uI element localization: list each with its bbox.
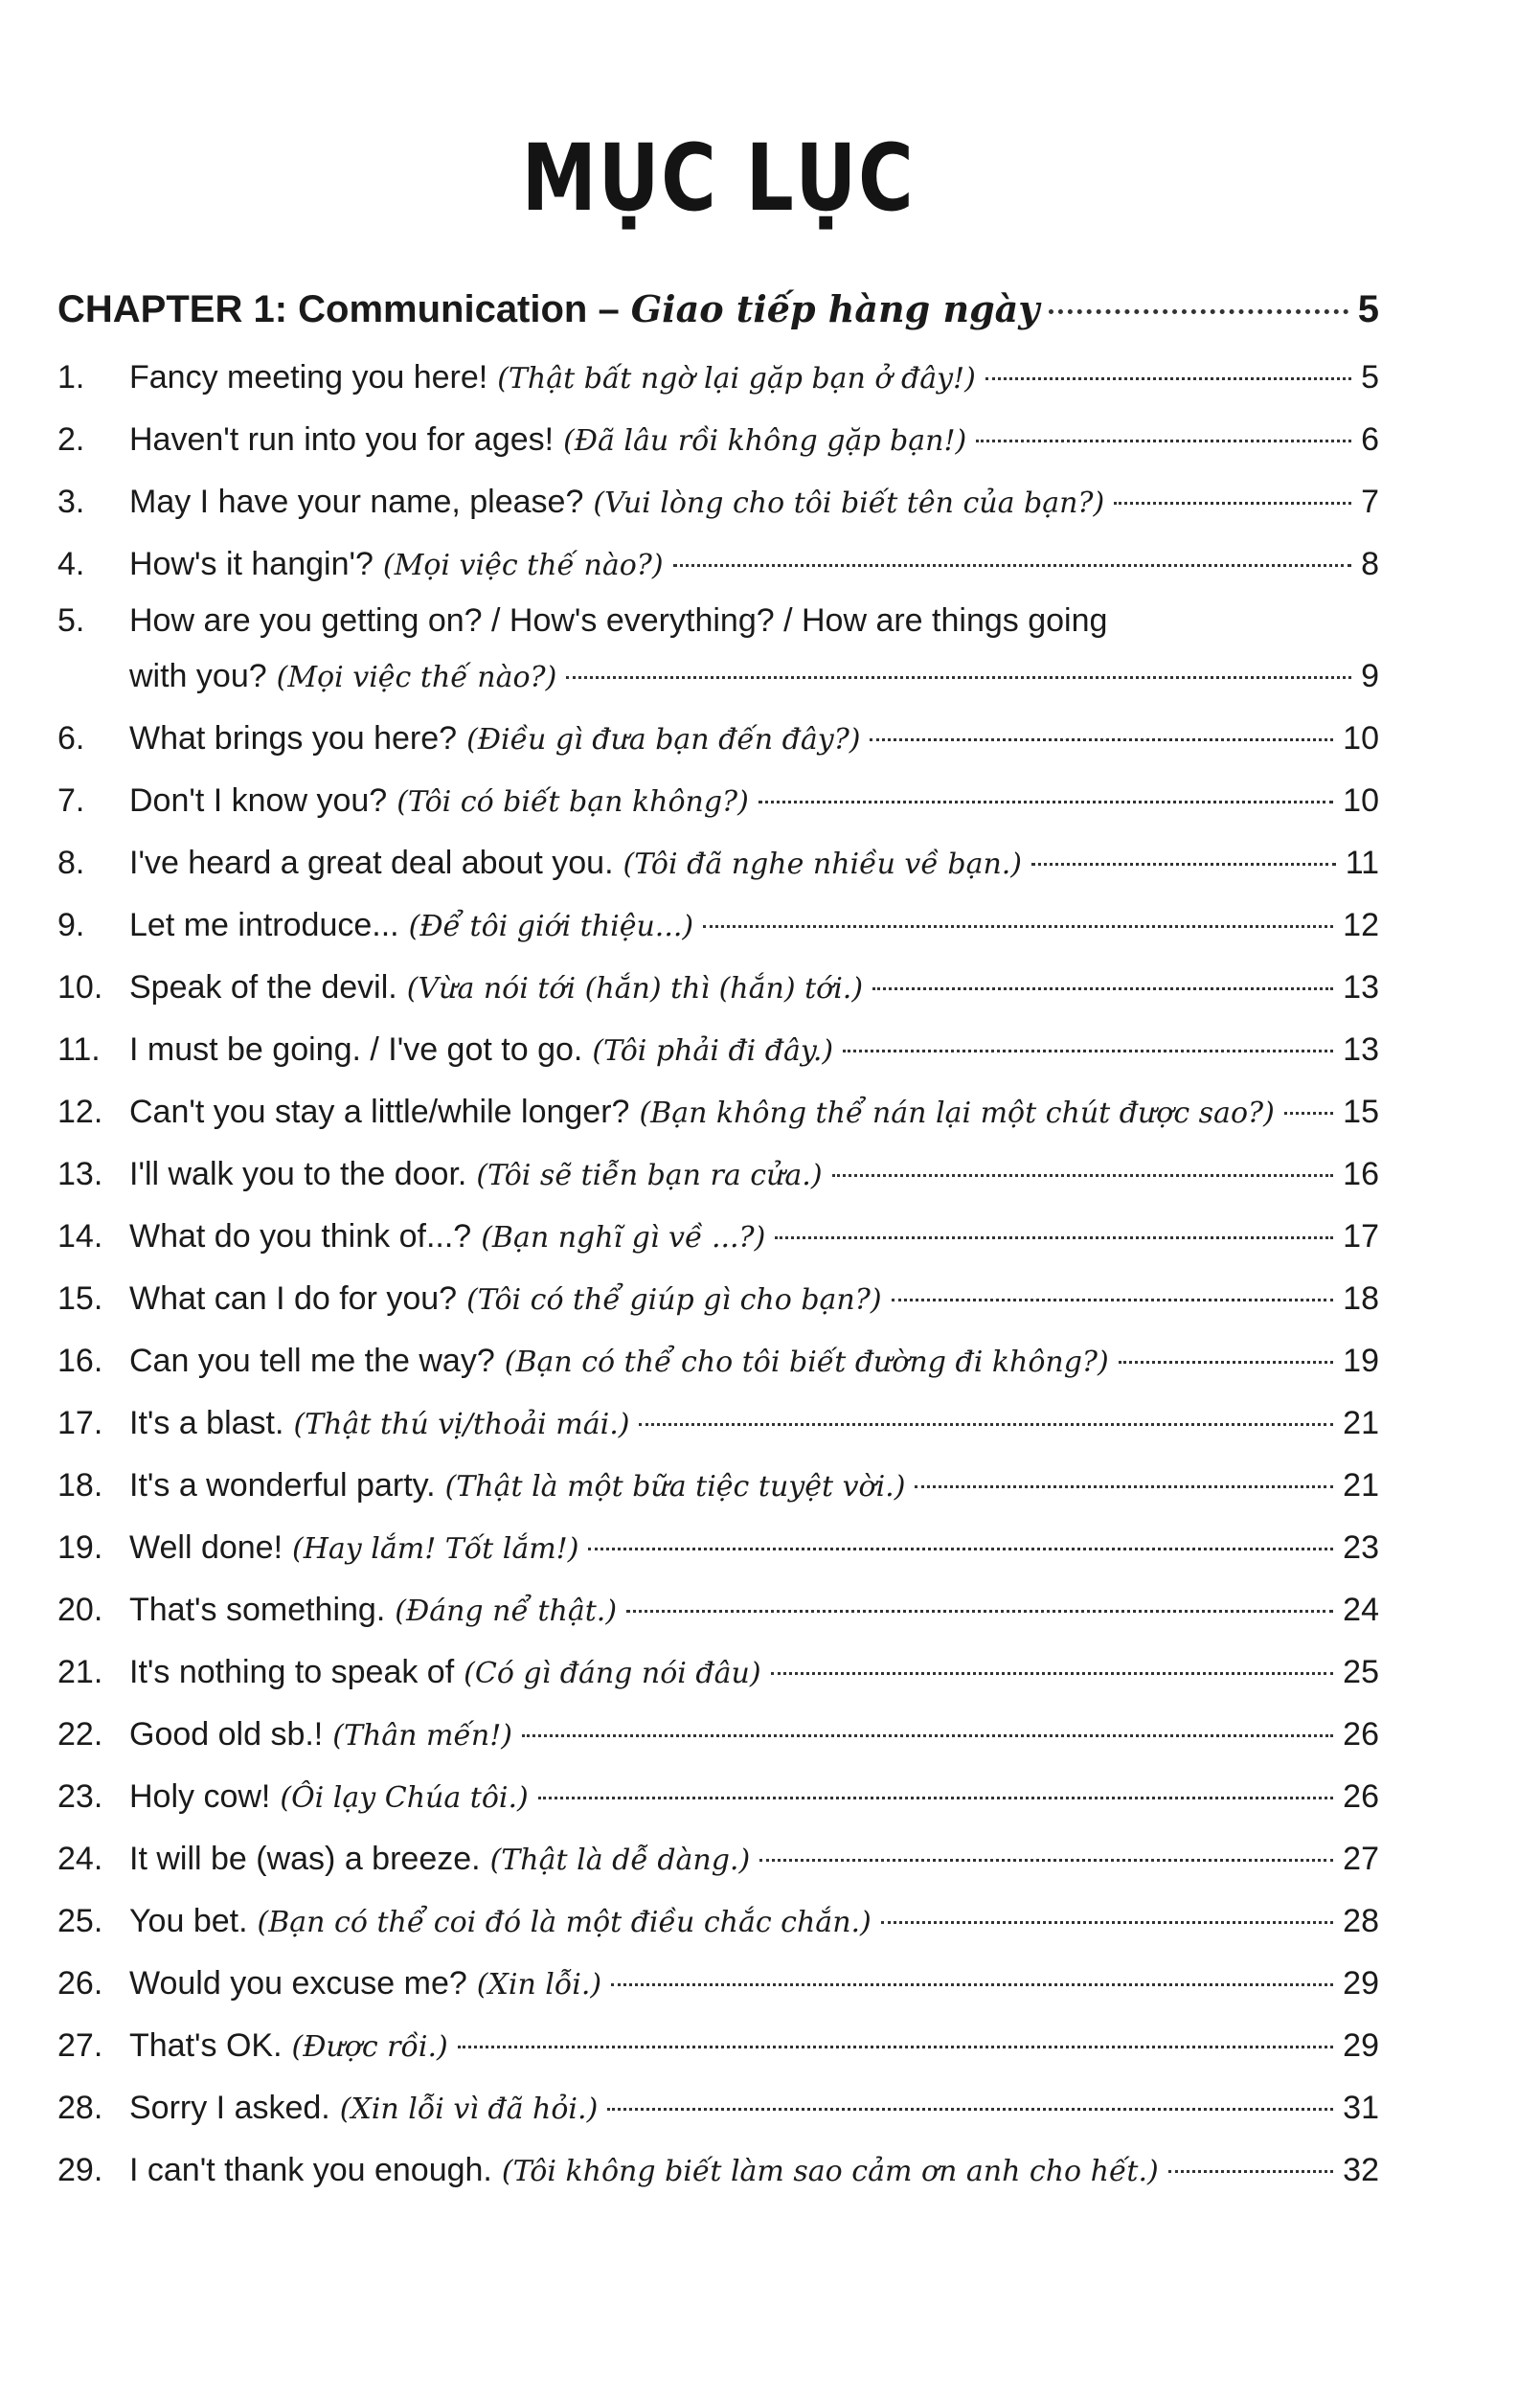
toc-entry	[57, 1890, 1379, 1953]
toc-entry	[57, 1143, 1379, 1206]
toc-entry	[57, 409, 1379, 471]
toc-entry	[57, 1766, 1379, 1828]
entry-page-number: 17	[1343, 1218, 1379, 1255]
entry-number: 9.	[57, 907, 85, 943]
entry-page-number: 16	[1343, 1156, 1379, 1192]
entry-number: 2.	[57, 421, 85, 458]
entry-english-phrase: It will be (was) a breeze.	[129, 1841, 481, 1877]
entry-page-number: 27	[1343, 1841, 1379, 1877]
entry-english-phrase: Good old sb.!	[129, 1716, 324, 1753]
entry-page-number: 10	[1343, 720, 1379, 757]
entry-vietnamese-translation: (Điều gì đưa bạn đến đây?)	[466, 723, 861, 757]
dot-leader	[1168, 2170, 1333, 2173]
entry-vietnamese-translation: (Đáng nể thật.)	[395, 1595, 618, 1628]
dot-leader	[985, 377, 1351, 380]
entry-vietnamese-translation: (Bạn nghĩ gì về ...?)	[481, 1221, 766, 1255]
entry-vietnamese-translation: (Bạn có thể coi đó là một điều chắc chắn.)	[257, 1906, 872, 1939]
toc-entry	[57, 1206, 1379, 1268]
dot-leader	[775, 1236, 1333, 1239]
entry-vietnamese-translation: (Xin lỗi vì đã hỏi.)	[339, 2093, 599, 2126]
entry-number: 24.	[57, 1841, 103, 1877]
entry-number: 14.	[57, 1218, 103, 1255]
toc-entry	[57, 471, 1379, 533]
entry-page-number: 25	[1343, 1654, 1379, 1690]
entry-vietnamese-translation: (Có gì đáng nói đâu)	[464, 1657, 761, 1690]
entry-page-number: 32	[1343, 2152, 1379, 2188]
entry-page-number: 31	[1343, 2090, 1379, 2126]
dot-leader	[1119, 1361, 1333, 1364]
entry-vietnamese-translation: (Thật thú vị/thoải mái.)	[293, 1408, 630, 1441]
dot-leader	[607, 2108, 1333, 2111]
entry-page-number: 11	[1345, 845, 1379, 881]
page-title: MỤC LỤC	[521, 124, 916, 232]
entry-page-number: 7	[1361, 484, 1379, 520]
entry-number: 27.	[57, 2027, 103, 2064]
entry-number: 12.	[57, 1094, 103, 1130]
entry-english-phrase: May I have your name, please?	[129, 484, 584, 520]
toc-entry	[57, 1579, 1379, 1641]
entry-page-number: 6	[1361, 421, 1379, 458]
entry-vietnamese-translation: (Mọi việc thế nào?)	[382, 549, 664, 582]
entry-english-phrase: What do you think of...?	[129, 1218, 472, 1255]
toc-entry	[57, 2015, 1379, 2077]
toc-entry	[57, 894, 1379, 957]
entry-vietnamese-translation: (Tôi có thể giúp gì cho bạn?)	[466, 1283, 882, 1317]
entry-number: 15.	[57, 1280, 103, 1317]
entry-page-number: 8	[1361, 546, 1379, 582]
chapter-vietnamese-title: Giao tiếp hàng ngày	[630, 287, 1040, 330]
entry-vietnamese-translation: (Vui lòng cho tôi biết tên của bạn?)	[593, 486, 1105, 520]
entry-english-phrase: You bet.	[129, 1903, 248, 1939]
dot-leader	[771, 1672, 1334, 1675]
toc-entry	[57, 1268, 1379, 1330]
entry-page-number: 19	[1343, 1343, 1379, 1379]
entry-english-phrase: Don't I know you?	[129, 782, 388, 819]
dot-leader	[915, 1485, 1333, 1488]
entry-number: 18.	[57, 1467, 103, 1504]
entry-vietnamese-translation: (Tôi đã nghe nhiều về bạn.)	[623, 848, 1023, 881]
toc-entry	[57, 2077, 1379, 2139]
dot-leader	[703, 925, 1333, 928]
toc-entry	[57, 1517, 1379, 1579]
entry-vietnamese-translation: (Thân mến!)	[332, 1719, 513, 1753]
entry-english-phrase: Speak of the devil.	[129, 969, 397, 1006]
entry-number: 6.	[57, 720, 85, 757]
entry-vietnamese-translation: (Thật là dễ dàng.)	[489, 1844, 751, 1877]
chapter-heading	[57, 287, 1379, 347]
entry-english-phrase: Can you tell me the way?	[129, 1343, 495, 1379]
entry-number: 13.	[57, 1156, 103, 1192]
entry-english-phrase: How's it hangin'?	[129, 546, 374, 582]
toc-entry	[57, 957, 1379, 1019]
chapter-page-number: 5	[1357, 288, 1379, 330]
dot-leader	[872, 987, 1333, 990]
toc-entry	[57, 2139, 1379, 2202]
entry-vietnamese-translation: (Để tôi giới thiệu...)	[408, 910, 694, 943]
entry-vietnamese-translation: (Bạn không thể nán lại một chút được sao?)	[639, 1097, 1275, 1130]
toc-entry	[57, 1330, 1379, 1392]
entry-number: 17.	[57, 1405, 103, 1441]
entry-english-phrase: It's a wonderful party.	[129, 1467, 436, 1504]
entry-page-number: 13	[1343, 969, 1379, 1006]
entry-english-phrase: Holy cow!	[129, 1778, 271, 1815]
entry-english-phrase: Can't you stay a little/while longer?	[129, 1094, 630, 1130]
entry-list	[57, 347, 1379, 2202]
entry-vietnamese-translation: (Tôi sẽ tiễn bạn ra cửa.)	[476, 1159, 823, 1192]
entry-number: 19.	[57, 1529, 103, 1566]
dot-leader	[1114, 502, 1351, 505]
entry-page-number: 23	[1343, 1529, 1379, 1566]
entry-number: 1.	[57, 359, 85, 396]
entry-page-number: 29	[1343, 2027, 1379, 2064]
entry-page-number: 21	[1343, 1467, 1379, 1504]
entry-number: 21.	[57, 1654, 103, 1690]
dot-leader	[626, 1610, 1333, 1613]
entry-number: 28.	[57, 2090, 103, 2126]
toc-entry	[57, 708, 1379, 770]
dot-leader	[611, 1983, 1333, 1986]
entry-english-phrase: I must be going. / I've got to go.	[129, 1031, 583, 1068]
entry-page-number: 5	[1361, 359, 1379, 396]
dot-leader	[522, 1734, 1333, 1737]
entry-english-phrase: Sorry I asked.	[129, 2090, 330, 2126]
dot-leader	[1049, 309, 1348, 314]
entry-page-number: 26	[1343, 1778, 1379, 1815]
toc-entry	[57, 1455, 1379, 1517]
dot-leader	[881, 1921, 1333, 1924]
dot-leader	[673, 564, 1351, 567]
dot-leader	[588, 1548, 1333, 1550]
toc-entry	[57, 1828, 1379, 1890]
entry-number: 16.	[57, 1343, 103, 1379]
entry-english-phrase: What can I do for you?	[129, 1280, 458, 1317]
toc-entry	[57, 1019, 1379, 1081]
dot-leader	[870, 738, 1333, 741]
entry-vietnamese-translation: (Mọi việc thế nào?)	[276, 661, 557, 694]
entry-number: 4.	[57, 546, 85, 582]
entry-page-number: 21	[1343, 1405, 1379, 1441]
toc-entry	[57, 1704, 1379, 1766]
entry-page-number: 12	[1343, 907, 1379, 943]
entry-english-phrase: It's nothing to speak of	[129, 1654, 455, 1690]
table-of-contents	[57, 287, 1379, 2202]
entry-vietnamese-translation: (Xin lỗi.)	[476, 1968, 602, 2002]
entry-english-phrase: Let me introduce...	[129, 907, 399, 943]
chapter-label: CHAPTER 1: Communication –	[57, 288, 620, 330]
entry-vietnamese-translation: (Vừa nói tới (hắn) thì (hắn) tới.)	[406, 972, 864, 1006]
entry-page-number: 10	[1343, 782, 1379, 819]
dot-leader	[538, 1797, 1333, 1799]
entry-vietnamese-translation: (Tôi có biết bạn không?)	[396, 785, 749, 819]
dot-leader	[976, 440, 1351, 442]
entry-number: 20.	[57, 1592, 103, 1628]
entry-number: 11.	[57, 1031, 101, 1068]
toc-entry	[57, 533, 1379, 596]
entry-page-number: 9	[1361, 658, 1379, 694]
toc-entry	[57, 1953, 1379, 2015]
entry-page-number: 29	[1343, 1965, 1379, 2002]
entry-page-number: 18	[1343, 1280, 1379, 1317]
entry-vietnamese-translation: (Thật là một bữa tiệc tuyệt vời.)	[444, 1470, 906, 1504]
entry-number: 3.	[57, 484, 85, 520]
entry-english-phrase: How are you getting on? / How's everything? / How are things going	[129, 602, 1108, 639]
entry-page-number: 26	[1343, 1716, 1379, 1753]
toc-entry	[57, 1081, 1379, 1143]
entry-vietnamese-translation: (Thật bất ngờ lại gặp bạn ở đây!)	[497, 362, 976, 396]
entry-number: 29.	[57, 2152, 103, 2188]
dot-leader	[1031, 863, 1336, 866]
entry-vietnamese-translation: (Được rồi.)	[291, 2030, 448, 2064]
toc-entry	[57, 770, 1379, 832]
entry-page-number: 13	[1343, 1031, 1379, 1068]
entry-vietnamese-translation: (Hay lắm! Tốt lắm!)	[292, 1532, 579, 1566]
toc-entry	[57, 832, 1379, 894]
dot-leader	[843, 1050, 1333, 1052]
entry-number: 26.	[57, 1965, 103, 2002]
entry-vietnamese-translation: (Đã lâu rồi không gặp bạn!)	[563, 424, 967, 458]
toc-entry	[57, 347, 1379, 409]
entry-number: 25.	[57, 1903, 103, 1939]
dot-leader	[458, 2046, 1333, 2048]
dot-leader	[759, 801, 1333, 803]
entry-vietnamese-translation: (Tôi không biết làm sao cảm ơn anh cho hết.)	[501, 2155, 1159, 2188]
entry-number: 10.	[57, 969, 103, 1006]
entry-english-phrase: Haven't run into you for ages!	[129, 421, 555, 458]
entry-vietnamese-translation: (Ôi lạy Chúa tôi.)	[280, 1781, 529, 1815]
toc-entry	[57, 596, 1379, 708]
entry-page-number: 15	[1343, 1094, 1379, 1130]
entry-vietnamese-translation: (Tôi phải đi đây.)	[592, 1034, 834, 1068]
entry-english-phrase: That's OK.	[129, 2027, 283, 2064]
dot-leader	[832, 1174, 1334, 1177]
entry-english-phrase: What brings you here?	[129, 720, 458, 757]
entry-english-phrase-continued: with you?	[129, 658, 267, 694]
dot-leader	[892, 1299, 1334, 1301]
entry-number: 8.	[57, 845, 85, 881]
entry-english-phrase: I can't thank you enough.	[129, 2152, 492, 2188]
entry-english-phrase: That's something.	[129, 1592, 386, 1628]
toc-entry	[57, 1641, 1379, 1704]
entry-english-phrase: Would you excuse me?	[129, 1965, 467, 2002]
toc-entry	[57, 1392, 1379, 1455]
entry-page-number: 28	[1343, 1903, 1379, 1939]
entry-english-phrase: It's a blast.	[129, 1405, 284, 1441]
entry-vietnamese-translation: (Bạn có thể cho tôi biết đường đi không?)	[504, 1346, 1109, 1379]
entry-number: 23.	[57, 1778, 103, 1815]
entry-english-phrase: I've heard a great deal about you.	[129, 845, 614, 881]
entry-english-phrase: I'll walk you to the door.	[129, 1156, 467, 1192]
dot-leader	[566, 676, 1351, 679]
entry-number: 22.	[57, 1716, 103, 1753]
dot-leader	[759, 1859, 1333, 1862]
dot-leader	[1284, 1112, 1333, 1115]
entry-number: 7.	[57, 782, 85, 819]
entry-english-phrase: Well done!	[129, 1529, 283, 1566]
entry-page-number: 24	[1343, 1592, 1379, 1628]
dot-leader	[639, 1423, 1333, 1426]
entry-number: 5.	[57, 602, 85, 639]
entry-english-phrase: Fancy meeting you here!	[129, 359, 488, 396]
